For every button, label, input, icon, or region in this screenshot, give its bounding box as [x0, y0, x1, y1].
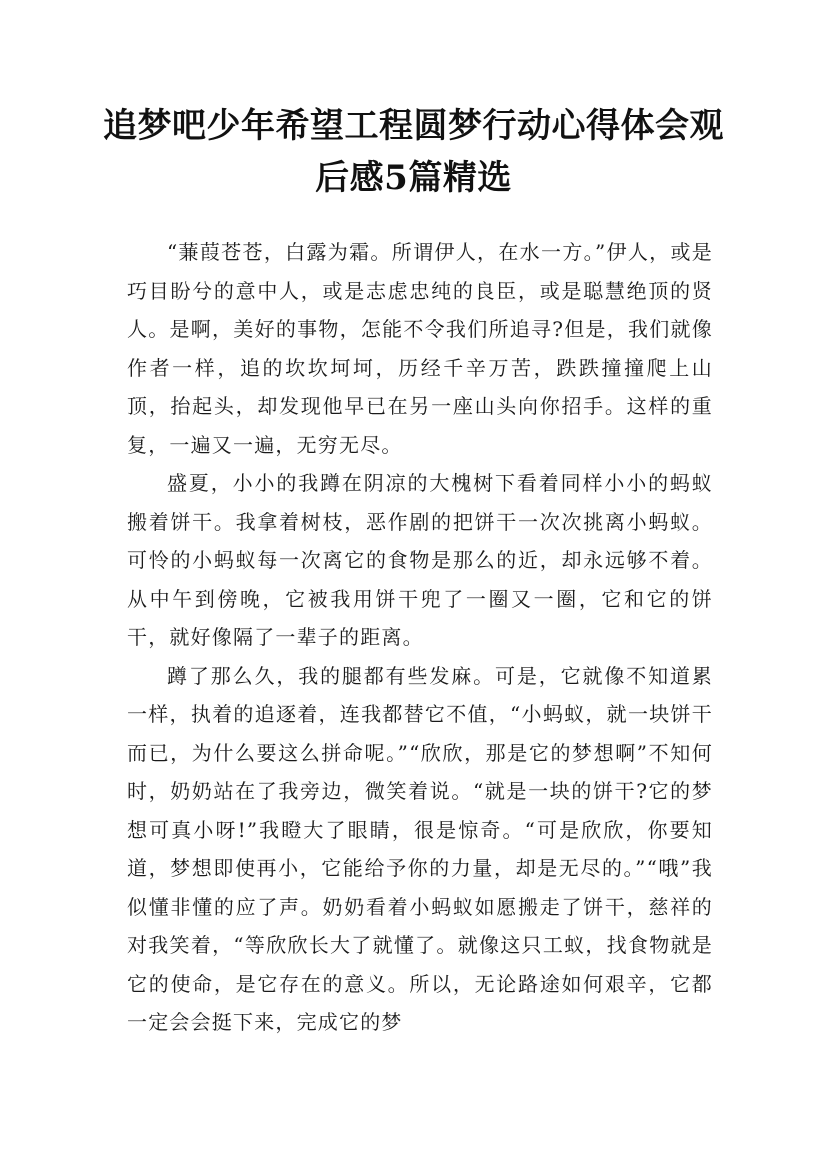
document-title [100, 100, 727, 204]
paragraph-2: 盛夏，小小的我蹲在阴凉的大槐树下看着同样小小的蚂蚁搬着饼干。我拿着树枝，恶作剧的把饼干一次次挑离小蚂蚁。可怜的小蚂蚁每一次离它的食物是那么的近，却永远够不着。从中午到傍晚，它被我用饼干兜了一圈又一圈，它和它的饼干，就好像隔了一辈子的距离。 [127, 471, 713, 649]
document-body [127, 233, 713, 1042]
paragraph-3: 蹲了那么久，我的腿都有些发麻。可是，它就像不知道累一样，执着的追逐着，连我都替它不值，“小蚂蚁，就一块饼干而已，为什么要这么拼命呢。”“欣欣，那是它的梦想啊”不知何时，奶奶站在了我旁边，微笑着说。“就是一块的饼干?它的梦想可真小呀!”我瞪大了眼睛，很是惊奇。“可是欣欣，你要知道，梦想即使再小，它能给予你的力量，却是无尽的。”“哦”我似懂非懂的应了声。奶奶看着小蚂蚁如愿搬走了饼干，慈祥的对我笑着，“等欣欣长大了就懂了。就像这只工蚁，找食物就是它的使命，是它存在的意义。所以，无论路途如何艰辛，它都一定会会挺下来，完成它的梦 [127, 663, 713, 1034]
title-line-2: 后感5篇精选 [315, 158, 512, 198]
paragraph-1: “蒹葭苍苍，白露为霜。所谓伊人，在水一方。”伊人，或是巧目盼兮的意中人，或是志虑忠纯的良臣，或是聪慧绝顶的贤人。是啊，美好的事物，怎能不令我们所追寻?但是，我们就像作者一样，追的坎坎坷坷，历经千辛万苦，跌跌撞撞爬上山顶，抬起头，却发现他早已在另一座山头向你招手。这样的重复，一遍又一遍，无穷无尽。 [127, 240, 713, 457]
title-line-1: 追梦吧少年希望工程圆梦行动心得体会观 [103, 106, 724, 146]
